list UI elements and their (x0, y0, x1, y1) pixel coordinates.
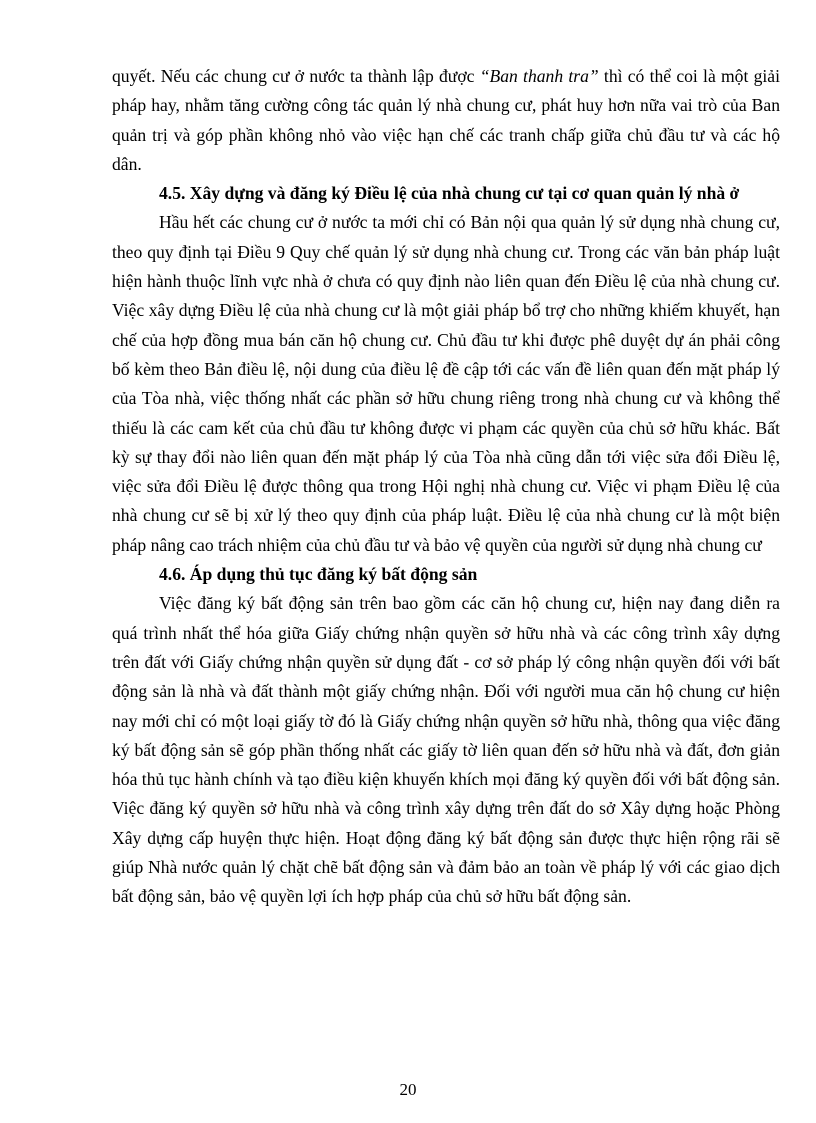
document-page (112, 62, 780, 912)
page-number: 20 (399, 1080, 417, 1099)
section-heading-4-6: 4.6. Áp dụng thủ tục đăng ký bất động sản (159, 564, 478, 585)
paragraph-text: thì có thể coi là một giải pháp hay, nhằm tăng cường công tác quản lý nhà chung cư, phát huy hơn nữa vai trò của Ban quản trị và góp phần không nhỏ vào việc hạn chế các tranh chấp giữa chủ đầu tư và các hộ dân. (112, 66, 780, 174)
section-heading-4-5: 4.5. Xây dựng và đăng ký Điều lệ của nhà chung cư tại cơ quan quản lý nhà ở (159, 183, 740, 204)
paragraph-dieu-le: Hầu hết các chung cư ở nước ta mới chỉ có Bản nội qua quản lý sử dụng nhà chung cư, theo quy định tại Điều 9 Quy chế quản lý sử dụng nhà chung cư. Trong các văn bản pháp luật hiện hành thuộc lĩnh vực nhà ở chưa có quy định nào liên quan đến Điều lệ của nhà chung cư. Việc xây dựng Điều lệ của nhà chung cư là một giải pháp bổ trợ cho những khiếm khuyết, hạn chế của hợp đồng mua bán căn hộ chung cư. Chủ đầu tư khi được phê duyệt dự án phải công bố kèm theo Bản điều lệ, nội dung của điều lệ đề cập tới các vấn đề liên quan đến mặt pháp lý của Tòa nhà, việc thống nhất các phần sở hữu chung riêng trong nhà chung cư và không thể thiếu là các cam kết của chủ đầu tư không được vi phạm các quyền của chủ sở hữu khác. Bất kỳ sự thay đổi nào liên quan đến mặt pháp lý của Tòa nhà cũng dẫn tới việc sửa đổi Điều lệ, việc sửa đổi Điều lệ được thông qua trong Hội nghị nhà chung cư. Việc vi phạm Điều lệ của nhà chung cư sẽ bị xử lý theo quy định của pháp luật. Điều lệ của nhà chung cư là một biện pháp nâng cao trách nhiệm của chủ đầu tư và bảo vệ quyền của người sử dụng nhà chung cư (112, 212, 780, 555)
paragraph-dang-ky-bat-dong-san: Việc đăng ký bất động sản trên bao gồm các căn hộ chung cư, hiện nay đang diễn ra quá trình nhất thể hóa giữa Giấy chứng nhận quyền sở hữu nhà và các công trình xây dựng trên đất với Giấy chứng nhận quyền sử dụng đất - cơ sở pháp lý công nhận quyền đối với bất động sản là nhà và đất thành một giấy chứng nhận. Đối với người mua căn hộ chung cư hiện nay mới chỉ có một loại giấy tờ đó là Giấy chứng nhận quyền sở hữu nhà, thông qua việc đăng ký bất động sản sẽ góp phần thống nhất các giấy tờ liên quan đến sở hữu nhà và đất, đơn giản hóa thủ tục hành chính và tạo điều kiện khuyến khích mọi đăng ký quyền đối với bất động sản. Việc đăng ký quyền sở hữu nhà và công trình xây dựng trên đất do sở Xây dựng hoặc Phòng Xây dựng cấp huyện thực hiện. Hoạt động đăng ký bất động sản được thực hiện rộng rãi sẽ giúp Nhà nước quản lý chặt chẽ bất động sản và đảm bảo an toàn về pháp lý với các giao dịch bất động sản, bảo vệ quyền lợi ích hợp pháp của chủ sở hữu bất động sản. (112, 593, 780, 907)
paragraph-ban-thanh-tra (112, 62, 780, 179)
paragraph-text: quyết. Nếu các chung cư ở nước ta thành lập được (112, 66, 480, 86)
quoted-term: “Ban thanh tra” (479, 66, 599, 86)
